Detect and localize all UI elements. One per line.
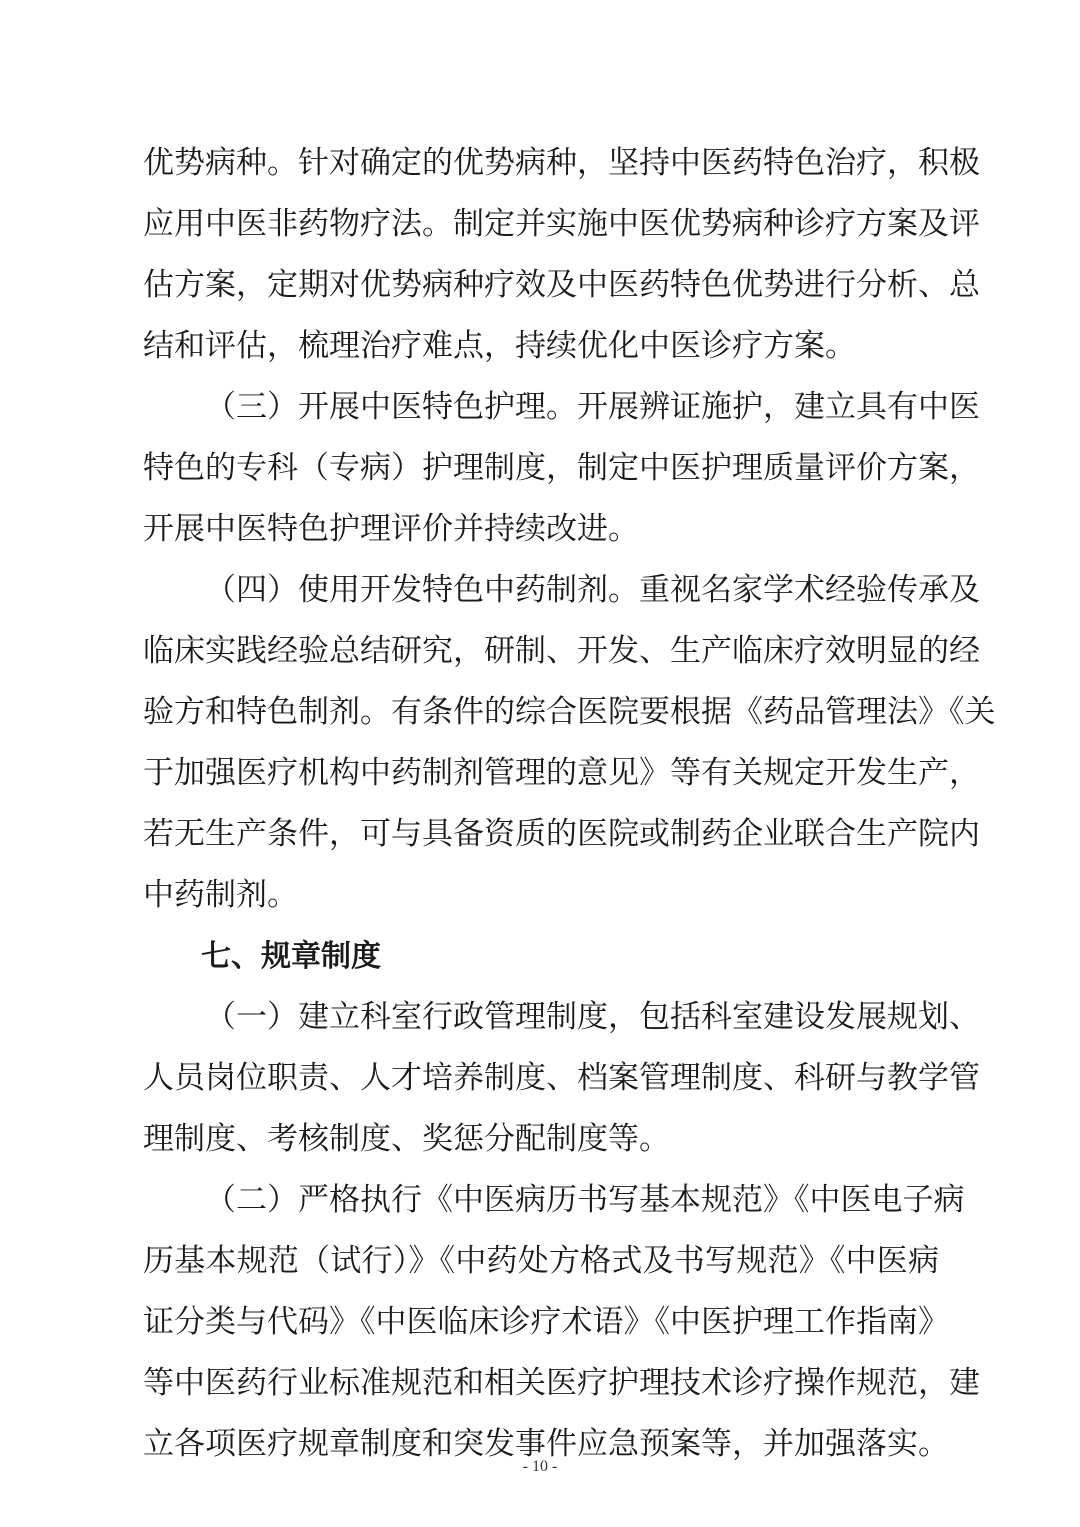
- text-line: 应用中医非药物疗法。制定并实施中医优势病种诊疗方案及评: [143, 206, 980, 242]
- text-line: 优势病种。针对确定的优势病种，坚持中医药特色治疗，积极: [143, 145, 980, 181]
- text-line: 临床实践经验总结研究，研制、开发、生产临床疗效明显的经: [143, 633, 980, 669]
- text-line: 验方和特色制剂。有条件的综合医院要根据《药品管理法》《关: [143, 694, 996, 730]
- text-line: （一）建立科室行政管理制度，包括科室建设发展规划、: [205, 999, 980, 1035]
- text-line: 等中医药行业标准规范和相关医疗护理技术诊疗操作规范，建: [143, 1365, 980, 1401]
- text-line: 结和评估，梳理治疗难点，持续优化中医诊疗方案。: [143, 328, 856, 364]
- text-line: 证分类与代码》《中医临床诊疗术语》《中医护理工作指南》: [143, 1304, 949, 1340]
- text-line: （三）开展中医特色护理。开展辨证施护，建立具有中医: [205, 389, 980, 425]
- document-body: [143, 133, 996, 1475]
- text-line: 中药制剂。: [143, 877, 298, 913]
- text-line: 历基本规范（试行）》《中药处方格式及书写规范》《中医病: [143, 1243, 939, 1279]
- text-line: 人员岗位职责、人才培养制度、档案管理制度、科研与教学管: [143, 1060, 980, 1096]
- text-line: 立各项医疗规章制度和突发事件应急预案等，并加强落实。: [143, 1426, 949, 1462]
- text-line: 理制度、考核制度、奖惩分配制度等。: [143, 1121, 670, 1157]
- page-number: - 10 -: [522, 1458, 558, 1475]
- text-line: 特色的专科（专病）护理制度，制定中医护理质量评价方案，: [143, 450, 980, 486]
- text-line: 若无生产条件，可与具备资质的医院或制药企业联合生产院内: [143, 816, 980, 852]
- text-line: （四）使用开发特色中药制剂。重视名家学术经验传承及: [205, 572, 980, 608]
- text-line: 于加强医疗机构中药制剂管理的意见》等有关规定开发生产，: [143, 755, 980, 791]
- section-heading: 七、规章制度: [201, 939, 381, 974]
- text-line: 开展中医特色护理评价并持续改进。: [143, 511, 639, 547]
- text-line: （二）严格执行《中医病历书写基本规范》《中医电子病: [205, 1182, 965, 1218]
- text-line: 估方案，定期对优势病种疗效及中医药特色优势进行分析、总: [143, 267, 980, 303]
